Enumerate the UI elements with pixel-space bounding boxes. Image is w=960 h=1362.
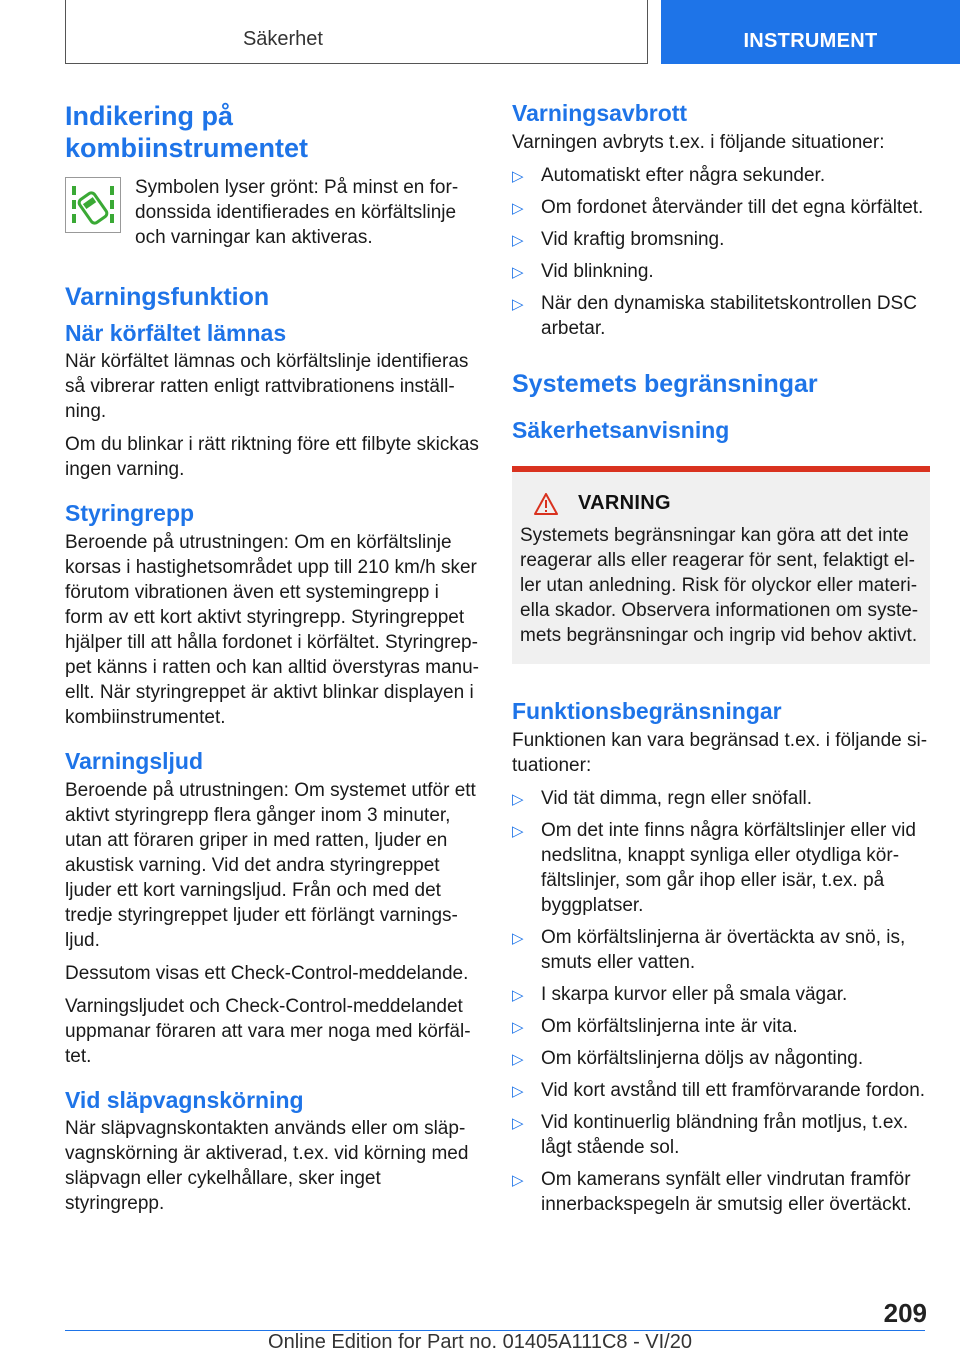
indicator-text: Symbolen lyser grönt: På minst en fordonssida identifierades en körfältslinje och varningar kan aktiveras.	[135, 176, 459, 248]
list-item: ▷ Om körfältslinjerna är övertäckta av snö, is, smuts eller vatten.	[512, 925, 930, 975]
indicator-row	[65, 175, 481, 250]
paragraph: Beroende på utrustningen: Om en körfältslinje korsas i hastighetsområdet upp till 210 km/h sker förutom vibrationen även ett systemingrepp i form av ett kort aktivt styringrepp. Styringreppet hjälper till att hålla fordonet i körfältet. Styringreppet känns i ratten och kan alltid överstyras manuellt. När styringreppet är aktivt blinkar displayen i kombiinstrumentet.	[65, 531, 479, 728]
list-item: ▷ Vid tät dimma, regn eller snöfall.	[512, 786, 930, 811]
list-item: ▷ Automatiskt efter några sekunder.	[512, 163, 930, 188]
right-column	[512, 100, 930, 1233]
list-item: ▷ Om det inte finns några körfältslinjer eller vid nedslitna, knappt synliga eller otydliga körfältslinjer, som går ihop eller isär, t.ex. på byggplatser.	[512, 818, 930, 918]
list-item: ▷ I skarpa kurvor eller på smala vägar.	[512, 982, 930, 1007]
heading-warning-function: Varningsfunktion	[65, 282, 270, 311]
list-item: ▷ Om fordonet återvänder till det egna körfältet.	[512, 195, 930, 220]
heading-warning-sound: Varningsljud	[65, 747, 204, 774]
list-item: ▷ Vid kort avstånd till ett framförvarande fordon.	[512, 1078, 930, 1103]
paragraph: Funktionen kan vara begränsad t.ex. i följande situationer:	[512, 729, 928, 776]
lane-departure-icon	[65, 177, 121, 233]
list-item: ▷ Om körfältslinjerna inte är vita.	[512, 1014, 930, 1039]
heading-trailer: Vid släpvagnskörning	[65, 1086, 304, 1113]
chapter-label: INSTRUMENT	[743, 30, 878, 52]
edition-text: Online Edition for Part no. 01405A111C8 - VI/20	[268, 1331, 692, 1353]
paragraph: Om du blinkar i rätt riktning före ett filbyte skickas ingen varning.	[65, 434, 479, 481]
header-box	[65, 0, 648, 64]
warning-triangle-icon	[534, 493, 558, 515]
function-limits-list	[512, 786, 930, 1217]
list-item: ▷ Om körfältslinjerna döljs av någonting.	[512, 1046, 930, 1071]
paragraph: När släpvagnskontakten används eller om släpvagnskörning är aktiverad, t.ex. vid körning med släpvagn eller cykelhållare, sker inget styringrepp.	[65, 1118, 469, 1215]
warning-text: Systemets begränsningar kan göra att det inte reagerar alls eller reagerar för sent, felaktigt eller utan anledning. Risk för olyckor eller materiella skador. Observera informationen om systemets begränsningar och ingrip vid behov aktivt.	[520, 525, 919, 647]
heading-lane-leave: När körfältet lämnas	[65, 319, 287, 346]
list-item: ▷ Vid kraftig bromsning.	[512, 227, 930, 252]
list-item: ▷ Vid blinkning.	[512, 259, 930, 284]
heading-function-limits: Funktionsbegränsningar	[512, 698, 782, 725]
warning-header	[534, 492, 922, 515]
paragraph: När körfältet lämnas och körfältslinje identifieras så vibrerar ratten enligt rattvibrationens inställning.	[65, 351, 469, 423]
heading-steering: Styringrepp	[65, 500, 195, 527]
heading-warning-abort: Varningsavbrott	[512, 100, 688, 126]
list-item: ▷ Om kamerans synfält eller vindrutan framför innerbackspegeln är smutsig eller övertäckt.	[512, 1167, 930, 1217]
left-column	[65, 100, 481, 1224]
warning-label: VARNING	[578, 492, 671, 515]
page-number: 209	[883, 1298, 927, 1328]
chapter-tab[interactable]	[661, 0, 960, 64]
heading-system-limits: Systemets begränsningar	[512, 369, 818, 398]
heading-indicator: Indikering på kombiinstrumentet	[65, 101, 309, 164]
heading-safety: Säkerhetsanvisning	[512, 416, 730, 443]
paragraph: Beroende på utrustningen: Om systemet utför ett aktivt styringrepp flera gånger inom 3 minuter, utan att föraren griper in med ratten, ljuder en akustisk varning. Vid det andra styringreppet ljuder ett kort varningsljud. Från och med det tredje styringreppet ljuder ett förlängt varningsljud.	[65, 779, 476, 951]
paragraph: Varningsljudet och Check-Control-meddelandet uppmanar föraren att vara mer noga med körfältet.	[65, 995, 471, 1067]
abort-list	[512, 163, 930, 341]
list-item: ▷ När den dynamiska stabilitetskontrollen DSC arbetar.	[512, 291, 930, 341]
section-title: Säkerhet	[242, 28, 323, 50]
paragraph: Varningen avbryts t.ex. i följande situationer:	[512, 131, 885, 153]
warning-box	[512, 466, 930, 664]
list-item: ▷ Vid kontinuerlig bländning från motljus, t.ex. lågt stående sol.	[512, 1110, 930, 1160]
paragraph: Dessutom visas ett Check-Control-meddelande.	[65, 962, 469, 984]
